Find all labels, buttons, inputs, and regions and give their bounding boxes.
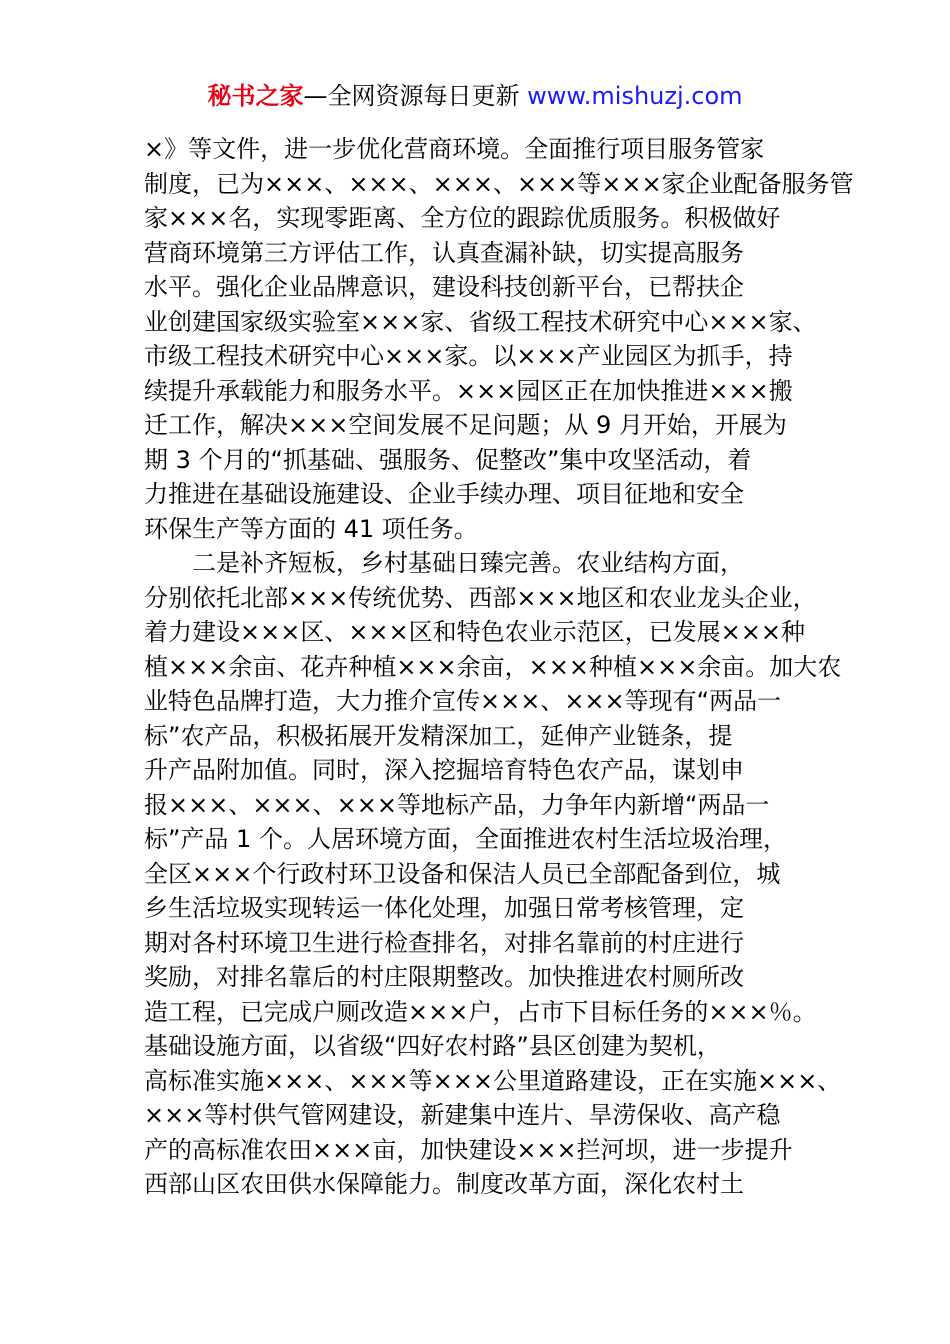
text-line: 市级工程技术研究中心×××家。以×××产业园区为抓手，持 xyxy=(144,342,793,370)
site-header xyxy=(0,80,950,112)
text-line: 造工程，已完成户厕改造×××户，占市下目标任务的×××％。 xyxy=(144,997,817,1026)
text-line: 着力建设×××区、×××区和特色农业示范区，已发展×××种 xyxy=(144,618,805,646)
text-line: 高标准实施×××、×××等×××公里道路建设，正在实施×××、 xyxy=(144,1066,842,1095)
text-line: 业创建国家级实验室×××家、省级工程技术研究中心×××家、 xyxy=(144,307,817,336)
text-line: 迁工作，解决×××空间发展不足问题；从 9 月开始，开展为 xyxy=(144,411,787,439)
text-line: ×》等文件，进一步优化营商环境。全面推行项目服务管家 xyxy=(144,135,765,163)
text-line: 分别依托北部×××传统优势、西部×××地区和农业龙头企业， xyxy=(144,583,817,612)
site-slogan: —全网资源每日更新 xyxy=(303,82,528,110)
text-line: 期 3 个月的“抓基础、强服务、促整改”集中攻坚活动，着 xyxy=(144,445,752,474)
text-line: 家×××名，实现零距离、全方位的跟踪优质服务。积极做好 xyxy=(144,204,781,232)
text-line: 力推进在基础设施建设、企业手续办理、项目征地和安全 xyxy=(144,480,744,508)
text-line: ×××等村供气管网建设，新建集中连片、旱涝保收、高产稳 xyxy=(144,1101,781,1129)
text-line: 续提升承载能力和服务水平。×××园区正在加快推进×××搬 xyxy=(144,376,793,405)
text-line: 乡生活垃圾实现转运一体化处理，加强日常考核管理，定 xyxy=(144,894,744,922)
text-line: 水平。强化企业品牌意识，建设科技创新平台，已帮扶企 xyxy=(144,273,744,301)
text-line: 植×××余亩、花卉种植×××余亩，×××种植×××余亩。加大农 xyxy=(144,652,842,681)
text-line: 标”农产品，积极拓展开发精深加工，延伸产业链条，提 xyxy=(144,721,733,750)
document-body xyxy=(144,132,854,1202)
text-line: 产的高标准农田×××亩，加快建设×××拦河坝，进一步提升 xyxy=(144,1135,793,1164)
text-line: 西部山区农田供水保障能力。制度改革方面，深化农村土 xyxy=(144,1170,744,1198)
text-line: 基础设施方面，以省级“四好农村路”县区创建为契机， xyxy=(144,1032,721,1060)
text-line: 业特色品牌打造，大力推介宣传×××、×××等现有“两品一 xyxy=(144,687,782,715)
text-line: 期对各村环境卫生进行检查排名，对排名靠前的村庄进行 xyxy=(144,928,744,957)
text-line: 全区×××个行政村环卫设备和保洁人员已全部配备到位，城 xyxy=(144,859,781,888)
text-line: 制度，已为×××、×××、×××、×××等×××家企业配备服务管 xyxy=(144,169,854,198)
text-line: 营商环境第三方评估工作，认真查漏补缺，切实提高服务 xyxy=(144,238,744,267)
site-brand: 秘书之家 xyxy=(207,82,304,110)
site-url-link[interactable]: www.mishuzj.com xyxy=(527,82,743,110)
text-line: 报×××、×××、×××等地标产品，力争年内新增“两品一 xyxy=(144,790,770,819)
text-line: 环保生产等方面的 41 项任务。 xyxy=(144,514,478,543)
paragraph-start-line: 二是补齐短板，乡村基础日臻完善。农业结构方面， xyxy=(192,549,744,577)
text-line: 升产品附加值。同时，深入挖掘培育特色农产品，谋划申 xyxy=(144,756,744,784)
text-line: 奖励，对排名靠后的村庄限期整改。加快推进农村厕所改 xyxy=(144,963,744,991)
text-line: 标”产品 1 个。人居环境方面，全面推进农村生活垃圾治理， xyxy=(144,825,787,853)
